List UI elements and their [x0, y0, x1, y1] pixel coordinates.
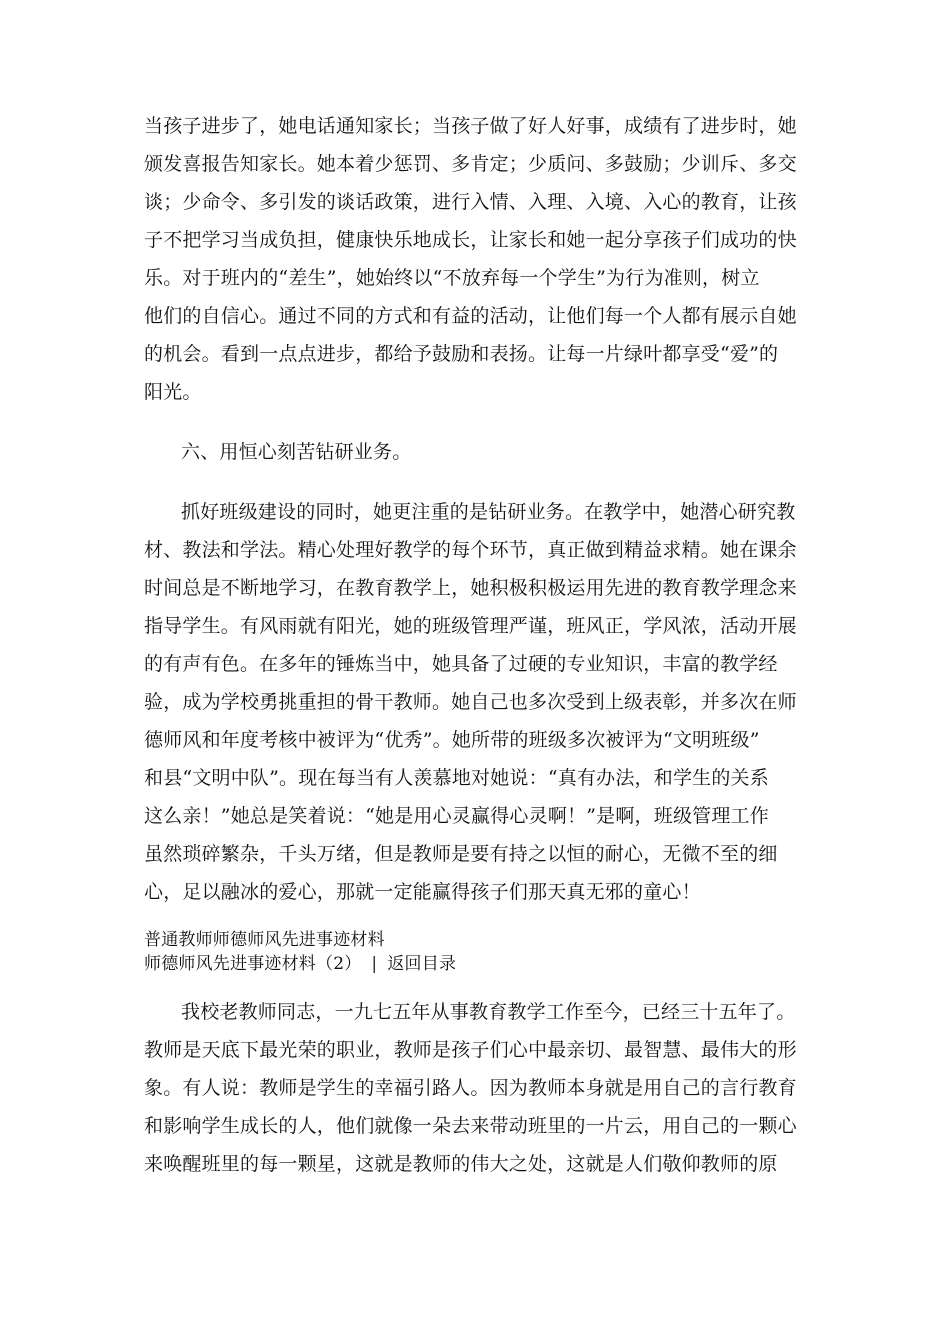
text-line: 心，足以融冰的爱心，那就一定能赢得孩子们那天真无邪的童心！: [144, 881, 701, 903]
text-line: 象。有人说：教师是学生的幸福引路人。因为教师本身就是用自己的言行教育: [144, 1077, 797, 1099]
text-line: 验，成为学校勇挑重担的骨干教师。她自己也多次受到上级表彰，并多次在师: [144, 691, 797, 713]
separator: |: [371, 954, 378, 974]
text-line: 指导学生。有风雨就有阳光，她的班级管理严谨，班风正，学风浓，活动开展: [144, 615, 797, 637]
text-line: 阳光。: [144, 381, 202, 403]
section-heading: 六、用恒心刻苦钻研业务。: [181, 441, 412, 463]
back-to-contents-link[interactable]: 返回目录: [387, 954, 457, 974]
text-line: 材、教法和学法。精心处理好教学的每个环节，真正做到精益求精。她在课余: [144, 539, 797, 561]
text-line: 德师风和年度考核中被评为“优秀”。她所带的班级多次被评为“文明班级”: [144, 729, 760, 751]
text-line: 我校老教师同志，一九七五年从事教育教学工作至今，已经三十五年了。: [181, 1001, 796, 1023]
text-line: 来唤醒班里的每一颗星，这就是教师的伟大之处，这就是人们敬仰教师的原: [144, 1153, 778, 1175]
text-line: 的有声有色。在多年的锤炼当中，她具备了过硬的专业知识，丰富的教学经: [144, 653, 778, 675]
text-line: 和县“文明中队”。现在每当有人羡慕地对她说：“真有办法，和学生的关系: [144, 767, 769, 789]
text-line: 子不把学习当成负担，健康快乐地成长，让家长和她一起分享孩子们成功的快: [144, 229, 797, 251]
text-line: 这么亲！”她总是笑着说：“她是用心灵赢得心灵啊！”是啊，班级管理工作: [144, 805, 769, 827]
text-line: 颁发喜报告知家长。她本着少惩罚、多肯定；少质问、多鼓励；少训斥、多交: [144, 153, 797, 175]
text-line: 的机会。看到一点点进步，都给予鼓励和表扬。让每一片绿叶都享受“爱”的: [144, 343, 779, 365]
text-line: 时间总是不断地学习，在教育教学上，她积极积极运用先进的教育教学理念来: [144, 577, 797, 599]
text-line: 教师是天底下最光荣的职业，教师是孩子们心中最亲切、最智慧、最伟大的形: [144, 1039, 797, 1061]
text-line: 抓好班级建设的同时，她更注重的是钻研业务。在教学中，她潜心研究教: [181, 501, 796, 523]
text-line: 虽然琐碎繁杂，千头万绪，但是教师是要有持之以恒的耐心，无微不至的细: [144, 843, 778, 865]
text-line: 他们的自信心。通过不同的方式和有益的活动，让他们每一个人都有展示自她: [144, 305, 797, 327]
text-line: 当孩子进步了，她电话通知家长；当孩子做了好人好事，成绩有了进步时，她: [144, 115, 797, 137]
text-line: 和影响学生成长的人，他们就像一朵去来带动班里的一片云，用自己的一颗心: [144, 1115, 797, 1137]
article-title: 普通教师师德师风先进事迹材料: [144, 930, 385, 950]
text-line: 谈；少命令、多引发的谈话政策，进行入情、入理、入境、入心的教育，让孩: [144, 191, 797, 213]
article-subtitle-row: [144, 953, 456, 975]
article-subtitle: 师德师风先进事迹材料（2）: [144, 954, 362, 974]
text-line: 乐。对于班内的“差生”，她始终以“不放弃每一个学生”为行为准则，树立: [144, 267, 760, 289]
